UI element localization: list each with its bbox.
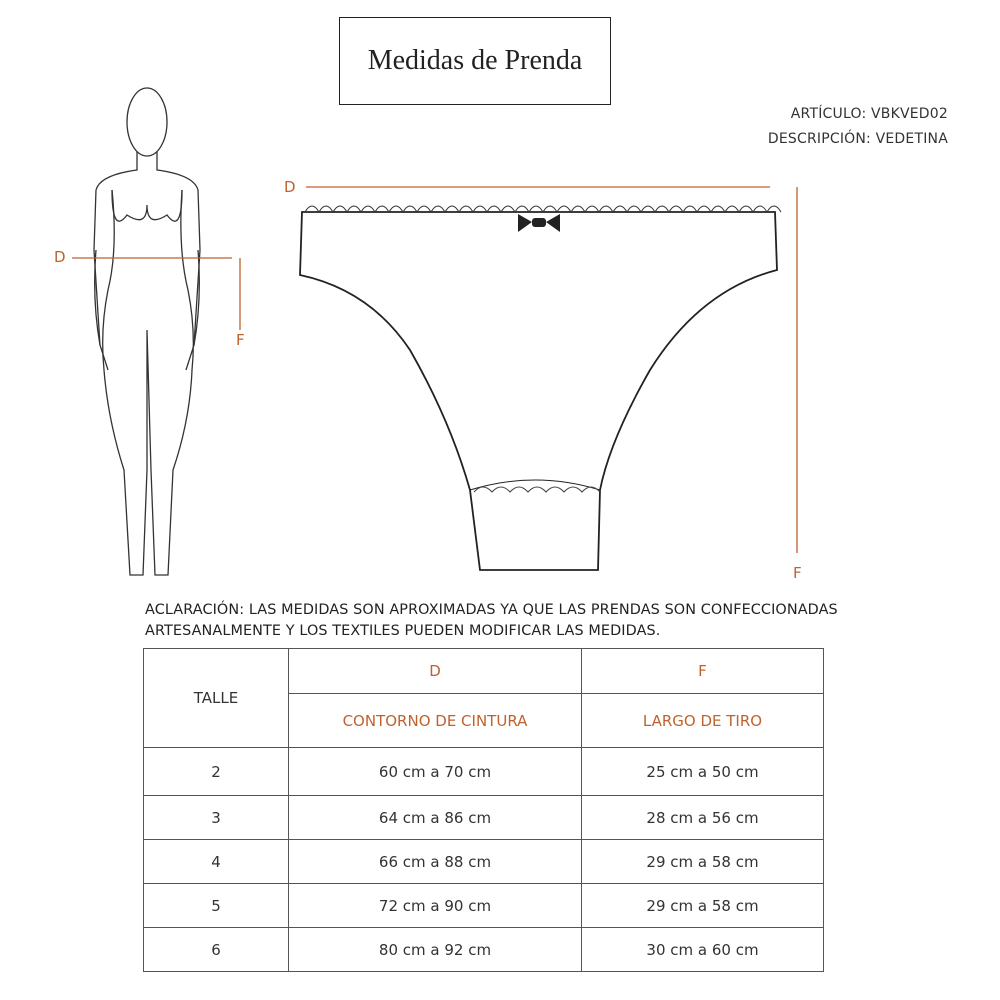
row-waist: 60 cm a 70 cm — [289, 748, 582, 796]
garment-outline — [300, 212, 777, 570]
table-row — [144, 748, 824, 796]
row-waist: 64 cm a 86 cm — [289, 796, 582, 840]
body-figure — [94, 88, 200, 575]
garment-drawing — [300, 212, 777, 570]
row-talle: 5 — [144, 884, 289, 928]
body-waist-label: D — [54, 248, 66, 266]
row-talle: 4 — [144, 840, 289, 884]
row-rise: 30 cm a 60 cm — [582, 928, 824, 972]
row-waist: 80 cm a 92 cm — [289, 928, 582, 972]
article-description: DESCRIPCIÓN: VEDETINA — [767, 131, 948, 147]
f-header: F — [582, 649, 824, 694]
table-row — [144, 796, 824, 840]
d-header: D — [289, 649, 582, 694]
page-title: Medidas de Prenda — [339, 17, 611, 105]
figure-bust — [112, 190, 182, 221]
row-talle: 3 — [144, 796, 289, 840]
row-rise: 25 cm a 50 cm — [582, 748, 824, 796]
row-rise: 29 cm a 58 cm — [582, 840, 824, 884]
garment-rise-label: F — [793, 564, 802, 582]
row-talle: 6 — [144, 928, 289, 972]
table-row — [144, 840, 824, 884]
talle-header: TALLE — [144, 649, 289, 748]
table-row — [144, 928, 824, 972]
d-header-name: CONTORNO DE CINTURA — [289, 694, 582, 748]
garment-waist-label: D — [284, 178, 296, 196]
table-row — [144, 884, 824, 928]
row-rise: 28 cm a 56 cm — [582, 796, 824, 840]
disclaimer-note: ACLARACIÓN: LAS MEDIDAS SON APROXIMADAS YA QUE LAS PRENDAS SON CONFECCIONADAS ARTESANALMENTE Y LOS TEXTILES PUEDEN MODIFICAR LAS MEDIDAS. — [145, 602, 838, 639]
size-chart-table — [143, 648, 824, 972]
row-waist: 72 cm a 90 cm — [289, 884, 582, 928]
row-waist: 66 cm a 88 cm — [289, 840, 582, 884]
figure-head — [127, 88, 167, 156]
row-rise: 29 cm a 58 cm — [582, 884, 824, 928]
body-rise-label: F — [236, 331, 245, 349]
article-code: ARTÍCULO: VBKVED02 — [790, 106, 948, 122]
figure-legs — [103, 190, 194, 575]
row-talle: 2 — [144, 748, 289, 796]
f-header-name: LARGO DE TIRO — [582, 694, 824, 748]
